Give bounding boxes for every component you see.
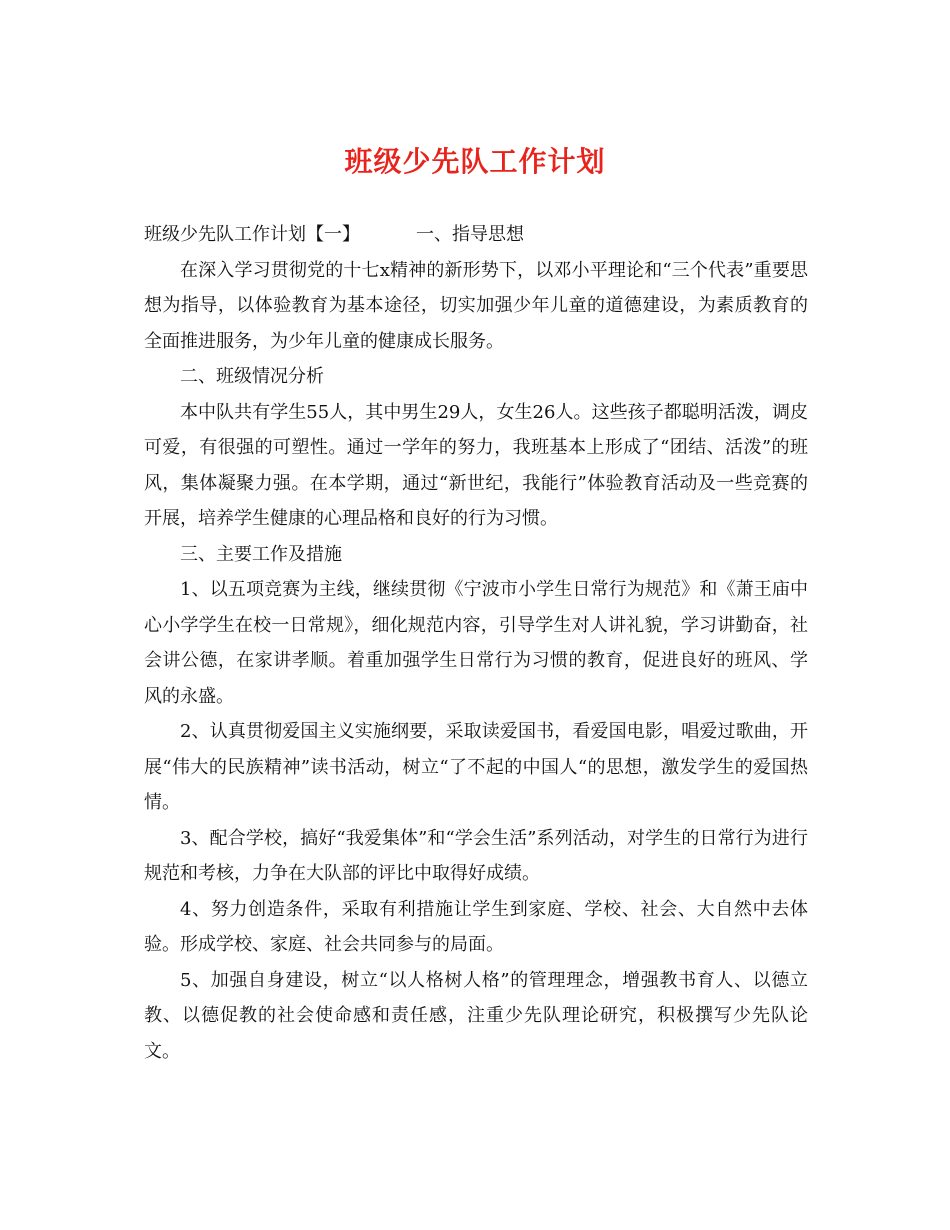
section-heading-class-analysis: 二、班级情况分析 [180,366,324,387]
paragraph-class-analysis: 本中队共有学生55人，其中男生29人，女生26人。这些孩子都聪明活泼，调皮可爱，有很强的可塑性。通过一学年的努力，我班基本上形成了“团结、活泼”的班风，集体凝聚力强。在本学期，通过“新世纪，我能行”体验教育活动及一些竞赛的开展，培养学生健康的心理品格和良好的行为习惯。 [144,401,808,529]
paragraph-item-2: 2、认真贯彻爱国主义实施纲要，采取读爱国书，看爱国电影，唱爱过歌曲，开展“伟大的民族精神”读书活动，树立“了不起的中国人“的思想，激发学生的爱国热情。 [144,721,808,813]
document-subtitle: 班级少先队工作计划【一】 [144,224,360,245]
document-body [144,217,808,1069]
paragraph-item-5: 5、加强自身建设，树立“以人格树人格”的管理理念，增强教书育人、以德立教、以德促教的社会使命感和责任感，注重少先队理论研究，积极撰写少先队论文。 [144,969,808,1062]
paragraph-item-1: 1、以五项竞赛为主线，继续贯彻《宁波市小学生日常行为规范》和《萧王庙中心小学学生在校一日常规》，细化规范内容，引导学生对人讲礼貌，学习讲勤奋，社会讲公德，在家讲孝顺。着重加强学生日常行为习惯的教育，促进良好的班风、学风的永盛。 [144,579,808,707]
paragraph-guiding-ideology: 在深入学习贯彻党的十七x精神的新形势下，以邓小平理论和“三个代表”重要思想为指导，以体验教育为基本途径，切实加强少年儿童的道德建设，为素质教育的全面推进服务，为少年儿童的健康成长服务。 [144,259,808,352]
section-heading-guiding-ideology: 一、指导思想 [416,224,524,245]
subtitle-line [144,217,808,253]
document-title: 班级少先队工作计划 [344,145,606,178]
paragraph-item-4: 4、努力创造条件，采取有利措施让学生到家庭、学校、社会、大自然中去体验。形成学校、家庭、社会共同参与的局面。 [144,898,808,955]
paragraph-item-3: 3、配合学校，搞好“我爱集体”和“学会生活”系列活动，对学生的日常行为进行规范和考核，力争在大队部的评比中取得好成绩。 [144,827,808,884]
section-heading-main-work: 三、主要工作及措施 [180,543,342,565]
